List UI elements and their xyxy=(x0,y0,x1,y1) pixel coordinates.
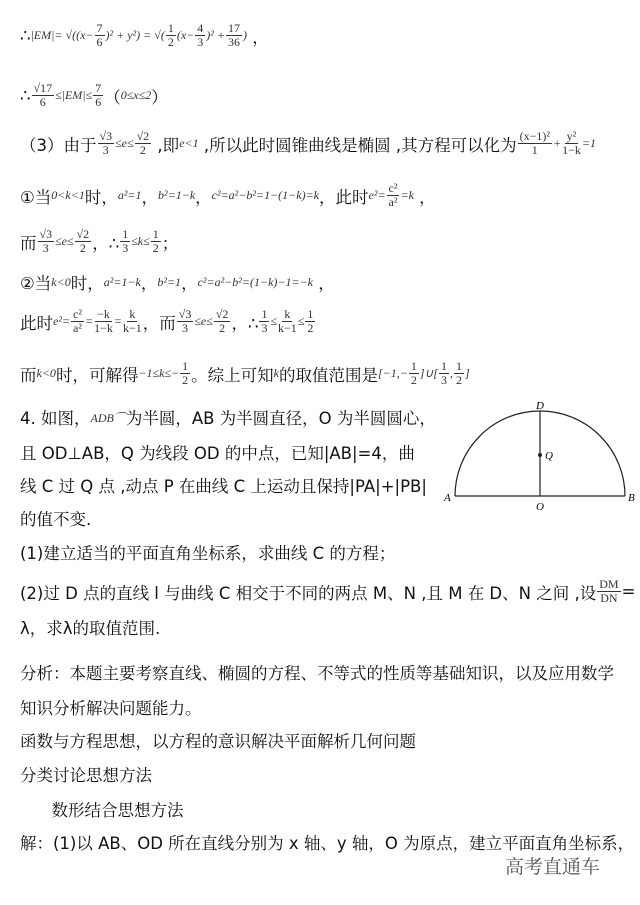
math-expression: (x− xyxy=(176,28,195,42)
denominator: k−1 xyxy=(278,321,297,335)
numerator: −k xyxy=(97,307,110,321)
denominator: 2 xyxy=(152,241,159,255)
text-line xyxy=(20,182,436,209)
math-expression: =k xyxy=(400,188,414,202)
text-segment: ， xyxy=(413,187,436,207)
denominator: 3 xyxy=(197,35,204,49)
math-expression: , xyxy=(449,366,453,380)
text-line xyxy=(20,695,202,719)
math-expression: ADB⌒ xyxy=(90,410,126,425)
numerator: √2 xyxy=(76,227,90,241)
denominator: 6 xyxy=(96,35,103,49)
fraction xyxy=(518,130,552,157)
math-expression: 0<k<1 xyxy=(51,188,85,202)
fraction xyxy=(214,308,231,335)
denominator: 3 xyxy=(122,241,129,255)
text-line xyxy=(20,22,269,49)
numerator: 17 xyxy=(227,21,240,35)
text-segment: ； xyxy=(161,233,179,253)
text-segment: ，∴ xyxy=(92,233,120,253)
semicircle-diagram xyxy=(440,400,640,515)
fraction xyxy=(195,22,205,49)
math-expression: 0≤x≤2 xyxy=(120,88,152,102)
fraction xyxy=(166,22,176,49)
text-line xyxy=(20,830,634,854)
text-segment: ∴ xyxy=(20,26,31,45)
fraction xyxy=(439,360,449,387)
fraction xyxy=(93,82,103,109)
denominator: 2 xyxy=(79,241,86,255)
fraction xyxy=(32,82,55,109)
denominator: 3 xyxy=(440,373,447,387)
denominator: 2 xyxy=(219,321,226,335)
numerator: 4 xyxy=(197,21,204,35)
text-line xyxy=(20,130,596,157)
denominator: 2 xyxy=(307,321,314,335)
text-segment: ， xyxy=(246,27,269,47)
text-line xyxy=(20,615,160,639)
fraction xyxy=(71,308,84,335)
math-expression: = xyxy=(113,314,122,328)
text-line xyxy=(20,506,91,530)
denominator: 3 xyxy=(102,143,109,157)
math-expression: = xyxy=(84,314,94,328)
fraction xyxy=(95,22,105,49)
denominator: a² xyxy=(388,195,398,209)
text-line xyxy=(20,660,614,684)
math-expression: ≤k≤ xyxy=(131,234,150,248)
numerator: 1 xyxy=(410,359,417,373)
math-expression: )² + xyxy=(206,28,225,42)
math-expression: c²=a²−b²=(1−k)−1=−k xyxy=(197,274,314,289)
math-expression: ] xyxy=(464,366,470,380)
math-expression: e<1 xyxy=(179,136,199,150)
numerator: 1 xyxy=(152,227,159,241)
numerator: k xyxy=(284,307,291,321)
text-segment: 的取值范围是 xyxy=(278,365,378,385)
denominator: 6 xyxy=(39,95,46,109)
numerator: 1 xyxy=(167,21,174,35)
label-B: B xyxy=(628,492,635,504)
math-expression: [−1,− xyxy=(377,366,408,380)
fraction xyxy=(305,308,315,335)
denominator: 1 xyxy=(531,143,538,157)
text-segment: ， xyxy=(313,274,335,293)
math-expression: e²= xyxy=(53,314,71,328)
fraction xyxy=(38,228,55,255)
text-segment: ，此时 xyxy=(319,187,369,207)
numerator: √17 xyxy=(33,81,53,95)
text-segment: ， xyxy=(140,274,158,293)
numerator: √3 xyxy=(39,227,53,241)
fraction xyxy=(123,308,142,335)
math-expression: b²=1 xyxy=(157,274,182,289)
math-expression: e²= xyxy=(368,188,386,202)
math-expression: )² + y²) = √( xyxy=(105,28,165,42)
text-line xyxy=(20,540,395,564)
text-segment: ， xyxy=(141,187,159,207)
fraction xyxy=(151,228,161,255)
text-segment: ， xyxy=(195,187,212,207)
text-segment: ） xyxy=(151,87,168,107)
denominator: 2 xyxy=(455,373,462,387)
denominator: 36 xyxy=(227,35,240,49)
text-segment: ,所以此时圆锥曲线是椭圆 ,其方程可以化为 xyxy=(198,135,517,155)
text-segment: 而 xyxy=(20,233,37,253)
denominator: k−1 xyxy=(122,321,142,335)
text-line xyxy=(20,308,316,335)
text-segment: 时， xyxy=(84,187,118,207)
label-O: O xyxy=(536,501,544,513)
text-segment: 知识分析解决问题能力。 xyxy=(20,699,202,718)
numerator: 1 xyxy=(307,307,314,321)
numerator: k xyxy=(129,307,136,321)
denominator: 3 xyxy=(42,241,49,255)
numerator: 1 xyxy=(122,227,129,241)
math-expression: a²=1 xyxy=(117,188,142,202)
fraction xyxy=(94,308,113,335)
math-expression: ≤e≤ xyxy=(115,136,134,150)
numerator: √3 xyxy=(99,129,113,143)
text-line xyxy=(20,228,178,255)
numerator: √2 xyxy=(215,307,229,321)
label-A: A xyxy=(444,492,451,504)
math-expression: |EM|= √((x− xyxy=(30,28,94,42)
fraction xyxy=(259,308,269,335)
math-expression: ≤e≤ xyxy=(55,234,74,248)
math-expression: ]∪[ xyxy=(419,366,438,380)
math-expression: b²=1−k xyxy=(158,188,196,202)
text-segment: 分析：本题主要考察直线、椭圆的方程、不等式的性质等基础知识，以及应用数学 xyxy=(20,664,614,683)
numerator: (x−1)² xyxy=(519,129,550,143)
text-line xyxy=(20,360,470,387)
text-segment: （3）由于 xyxy=(20,135,97,155)
fraction xyxy=(120,228,130,255)
text-segment: 函数与方程思想，以方程的意识解决平面解析几何问题 xyxy=(20,732,416,751)
text-line xyxy=(20,82,168,109)
text-segment: 此时 xyxy=(20,313,53,333)
fraction xyxy=(135,130,152,157)
text-segment: ,即 xyxy=(152,135,180,155)
denominator: 2 xyxy=(410,373,417,387)
math-expression: k xyxy=(273,366,279,380)
denominator: 2 xyxy=(182,373,189,387)
text-line xyxy=(20,578,635,605)
text-line xyxy=(20,762,152,786)
text-segment: 解：(1)以 AB、OD 所在直线分别为 x 轴、y 轴，O 为原点，建立平面直角坐标系， xyxy=(20,834,635,853)
text-line xyxy=(20,473,427,497)
text-segment: λ，求λ的取值范围. xyxy=(20,619,161,638)
numerator: 1 xyxy=(261,307,268,321)
fraction xyxy=(387,182,400,209)
denominator: 1−k xyxy=(562,143,581,157)
text-segment: (1)建立适当的平面直角坐标系，求曲线 C 的方程； xyxy=(20,544,396,563)
text-segment: ①当 xyxy=(20,187,52,207)
fraction xyxy=(226,22,242,49)
math-expression: c²=a²−b²=1−(1−k)=k xyxy=(211,188,320,202)
denominator: 1−k xyxy=(94,321,113,335)
numerator: 1 xyxy=(440,359,447,373)
numerator: 7 xyxy=(95,81,102,95)
fraction xyxy=(278,308,297,335)
numerator: √3 xyxy=(178,307,192,321)
fraction xyxy=(409,360,419,387)
denominator: 6 xyxy=(95,95,102,109)
text-segment: ， xyxy=(181,274,198,293)
watermark: 高考直通车 xyxy=(505,856,601,878)
label-D: D xyxy=(536,400,544,412)
numerator: 7 xyxy=(96,21,103,35)
text-segment: 线 C 过 Q 点 ,动点 P 在曲线 C 上运动且保持|PA|+|PB| xyxy=(20,477,427,496)
text-segment: 时，可解得 xyxy=(55,365,139,385)
text-segment: 为半圆，AB 为半圆直径，O 为半圆圆心， xyxy=(125,409,436,428)
math-expression: k<0 xyxy=(36,366,56,380)
denominator: 3 xyxy=(261,321,268,335)
denominator: 2 xyxy=(139,143,146,157)
text-segment: 且 OD⊥AB，Q 为线段 OD 的中点，已知|AB|=4，曲 xyxy=(20,444,415,463)
numerator: c² xyxy=(388,181,398,195)
text-segment: 分类讨论思想方法 xyxy=(20,766,152,785)
text-line xyxy=(20,405,436,429)
denominator: 2 xyxy=(167,35,174,49)
math-expression: ≤ xyxy=(270,314,278,328)
fraction xyxy=(454,360,464,387)
math-expression: k<0 xyxy=(51,274,71,289)
text-segment: = xyxy=(621,582,636,601)
text-line xyxy=(20,728,416,752)
point-Q xyxy=(538,453,542,457)
label-Q: Q xyxy=(545,450,553,462)
text-line xyxy=(20,797,183,821)
denominator: 3 xyxy=(182,321,189,335)
text-line xyxy=(20,440,415,464)
numerator: c² xyxy=(73,307,82,321)
denominator: DN xyxy=(600,591,618,605)
math-expression: ≤|EM|≤ xyxy=(55,88,93,102)
math-expression: ≤e≤ xyxy=(194,314,213,328)
text-segment: ②当 xyxy=(20,274,52,293)
text-segment: ，而 xyxy=(142,313,176,333)
fraction xyxy=(177,308,194,335)
math-expression: −1≤k≤− xyxy=(138,366,180,380)
numerator: 1 xyxy=(455,359,462,373)
denominator: a² xyxy=(73,321,82,335)
text-segment: 。综上可知 xyxy=(191,365,274,385)
text-segment: 的值不变. xyxy=(20,510,92,529)
numerator: 1 xyxy=(182,359,189,373)
text-segment: ，∴ xyxy=(231,313,259,333)
fraction xyxy=(98,130,115,157)
math-expression: + xyxy=(552,136,562,150)
text-segment: （ xyxy=(104,87,121,107)
numerator: y² xyxy=(566,129,577,143)
text-segment: 4. 如图， xyxy=(20,409,91,428)
text-line xyxy=(20,270,335,294)
fraction xyxy=(562,130,581,157)
math-expression: a²=1−k xyxy=(103,274,141,289)
math-expression: ≤ xyxy=(297,314,305,328)
numerator: √2 xyxy=(136,129,150,143)
fraction xyxy=(75,228,92,255)
text-segment: 时， xyxy=(70,274,104,293)
math-expression: =1 xyxy=(581,136,596,150)
math-expression: ) xyxy=(242,28,247,42)
fraction xyxy=(597,578,620,605)
text-segment: 而 xyxy=(20,365,37,385)
text-segment: (2)过 D 点的直线 l 与曲线 C 相交于不同的两点 M、N ,且 M 在 D、N 之间 ,设 xyxy=(20,583,597,603)
fraction xyxy=(180,360,190,387)
text-segment: ∴ xyxy=(20,86,31,105)
numerator: DM xyxy=(599,577,619,591)
text-segment: 数形结合思想方法 xyxy=(20,801,184,820)
